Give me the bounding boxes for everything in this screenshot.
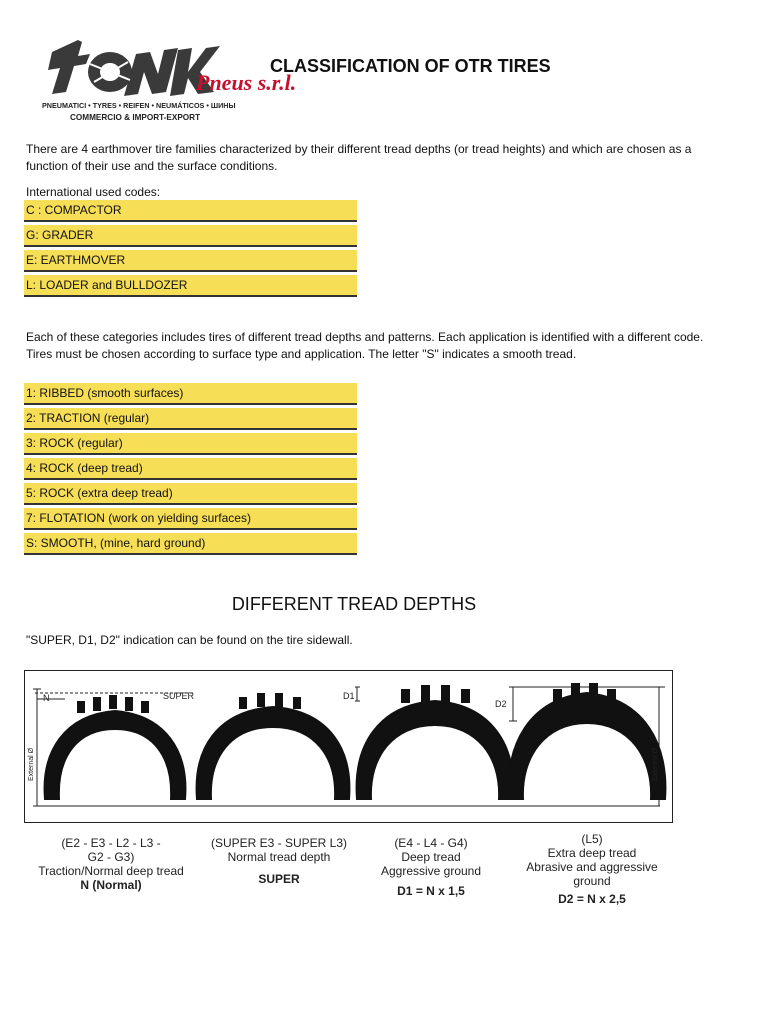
logo-brand: Pneus s.r.l. [196, 70, 297, 95]
application-row-smooth: S: SMOOTH, (mine, hard ground) [24, 533, 357, 555]
caption-d2 [510, 832, 674, 906]
page-title: CLASSIFICATION OF OTR TIRES [270, 56, 551, 76]
diagram-label-external-right: External Ø [652, 747, 659, 781]
application-row-rock-deep: 4: ROCK (deep tread) [24, 458, 357, 480]
application-row-rock-extra-deep: 5: ROCK (extra deep tread) [24, 483, 357, 505]
caption-d1-rating: D1 = N x 1,5 [397, 884, 465, 898]
family-row-earthmover: E: EARTHMOVER [24, 250, 357, 272]
caption-super-rating: SUPER [258, 872, 300, 886]
tread-diagram-graphic [25, 671, 672, 822]
diagram-label-n: N [43, 693, 50, 703]
family-row-compactor: C : COMPACTOR [24, 200, 357, 222]
diagram-label-external-left: External Ø [28, 747, 35, 781]
caption-super-desc: Normal tread depth [227, 850, 331, 864]
intro-paragraph: There are 4 earthmover tire families characterized by their different tread depths (or tread heights) and which are chosen as a function of their use and the surface conditions. [26, 142, 692, 173]
diagram-label-d1: D1 [343, 691, 355, 701]
caption-super [206, 836, 352, 886]
family-row-loader: L: LOADER and BULLDOZER [24, 275, 357, 297]
caption-super-codes: (SUPER E3 - SUPER L3) [210, 836, 348, 850]
logo-tagline: PNEUMATICI • TYRES • REIFEN • NEUMÁTICOS • ШИНЫ [42, 101, 236, 110]
caption-normal-codes: (E2 - E3 - L2 - L3 - [61, 836, 161, 850]
caption-d1-desc-2: Aggressive ground [380, 864, 482, 878]
applications-list [24, 383, 357, 558]
caption-normal-codes-2: G2 - G3) [87, 850, 135, 864]
application-row-traction: 2: TRACTION (regular) [24, 408, 357, 430]
tread-depth-diagram [24, 670, 673, 823]
caption-d1 [366, 836, 496, 898]
families-list [24, 200, 357, 300]
diagram-label-super: SUPER [163, 691, 195, 701]
tread-section-note: "SUPER, D1, D2" indication can be found on the tire sidewall. [26, 633, 353, 647]
caption-d2-desc-2: Abrasive and aggressive ground [526, 860, 658, 888]
diagram-label-d2: D2 [495, 699, 507, 709]
caption-d2-rating: D2 = N x 2,5 [558, 892, 626, 906]
caption-normal-desc: Traction/Normal deep tread [38, 864, 184, 878]
application-row-flotation: 7: FLOTATION (work on yielding surfaces) [24, 508, 357, 530]
logo-graphic [38, 34, 297, 126]
tread-section-title: DIFFERENT TREAD DEPTHS [231, 594, 477, 614]
company-logo [38, 34, 297, 126]
caption-normal-rating: N (Normal) [80, 878, 142, 892]
caption-normal [26, 836, 196, 892]
application-row-rock-regular: 3: ROCK (regular) [24, 433, 357, 455]
applications-paragraph: Each of these categories includes tires of different tread depths and patterns. Each application is identified with a different code. Tires must be chosen according to surface type and application. The letter "S" indicates a smooth tread. [26, 330, 704, 361]
application-row-ribbed: 1: RIBBED (smooth surfaces) [24, 383, 357, 405]
family-row-grader: G: GRADER [24, 225, 357, 247]
logo-subline: COMMERCIO & IMPORT-EXPORT [70, 113, 201, 122]
caption-d2-codes: (L5) [581, 832, 603, 846]
codes-label: International used codes: [26, 185, 161, 199]
caption-d2-desc: Extra deep tread [547, 846, 637, 860]
caption-d1-codes: (E4 - L4 - G4) [394, 836, 468, 850]
caption-d1-desc: Deep tread [401, 850, 461, 864]
